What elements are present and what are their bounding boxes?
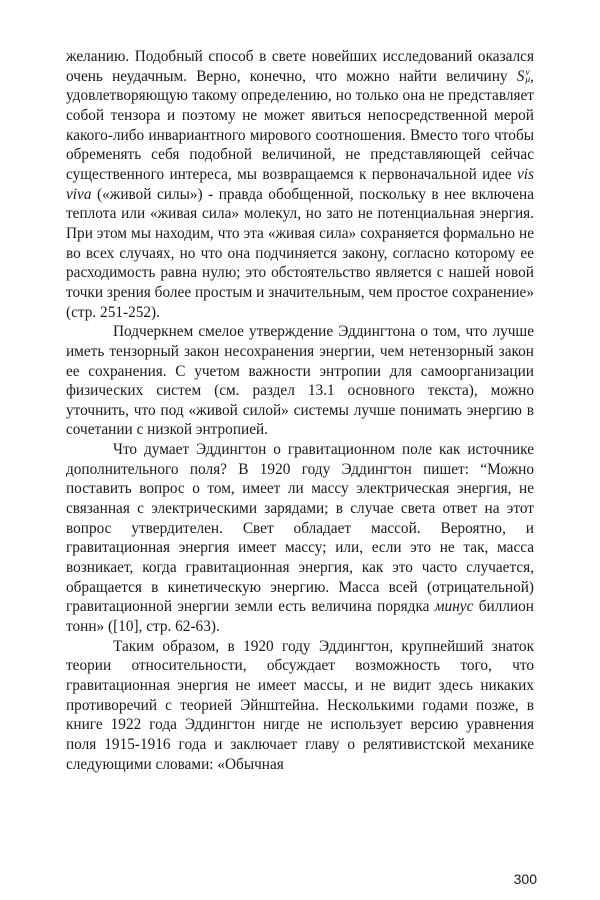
italic-run: минус bbox=[434, 598, 474, 616]
text-run: , удовлетворяющую такому определению, но только она не представляет собой тензора и поэтому не может явиться непосредственной мерой какого-либо инвариантного мирового соотношения. Вместо того чтобы обременять себя подобной величиной, не представляющей сейчас существенного интереса, мы возвращаемся к первоначальной идее bbox=[66, 67, 534, 183]
text-run: Таким образом, в 1920 году Эддингтон, крупнейший знаток теории относительности, обсуждает возможность того, что гравитационная энергия не имеет массы, и не видит здесь никаких противоречий с теорией Эйнштейна. Несколькими годами позже, в книге 1922 года Эддингтон нигде не использует версию уравнения поля 1915-1916 года и заключает главу о релятивистской механике следующими словами: «Обычная bbox=[66, 637, 534, 773]
paragraph bbox=[66, 440, 534, 637]
math-base: S bbox=[516, 67, 525, 85]
body-text bbox=[66, 47, 534, 774]
text-run: («живой силы») - правда обобщенной, поскольку в нее включена теплота или «живая сила» молекул, но зато не потенциальная энергия. При этом мы находим, что эта «живая сила» сохраняется формально не во всех случаях, но что она подчиняется закону, согласно которому ее расходимость равна нулю; это обстоятельство является с нашей новой точки зрения более простым и значительным, чем простое сохранение» (стр. 251-252). bbox=[66, 185, 534, 321]
math-superscript: ν bbox=[525, 67, 530, 78]
paragraph bbox=[66, 322, 534, 440]
paragraph bbox=[66, 637, 534, 775]
math-symbol bbox=[517, 68, 530, 85]
math-subscript: μ bbox=[525, 75, 531, 86]
page-number: 300 bbox=[513, 871, 537, 887]
text-run: Подчеркнем смелое утверждение Эддингтона о том, что лучше иметь тензорный закон несохранения энергии, чем нетензорный закон ее сохранения. С учетом важности энтропии для самоорганизации физических систем (см. раздел 13.1 основного текста), можно уточнить, что под «живой силой» системы лучше понимать энергию в сочетании с низкой энтропией. bbox=[66, 323, 534, 439]
paragraph bbox=[66, 47, 534, 322]
italic-run: vis viva bbox=[66, 165, 534, 203]
text-run: биллион тонн» ([10], стр. 62-63). bbox=[66, 598, 534, 636]
text-run: желанию. Подобный способ в свете новейших исследований оказался очень неудачным. Верно, конечно, что можно найти величину bbox=[66, 48, 534, 85]
text-run: Что думает Эддингтон о гравитационном поле как источнике дополнительного поля? В 1920 году Эддингтон пишет: “Можно поставить вопрос о том, имеет ли массу электрическая энергия, не связанная с электрическими зарядами; в случае света ответ на этот вопрос утвердителен. Свет обладает массой. Вероятно, и гравитационная энергия имеет массу; или, если это не так, масса возникает, когда гравитационная энергия, как это часто случается, обращается в кинетическую энергию. Масса всей (отрицательной) гравитационной энергии земли есть величина порядка bbox=[66, 441, 534, 616]
